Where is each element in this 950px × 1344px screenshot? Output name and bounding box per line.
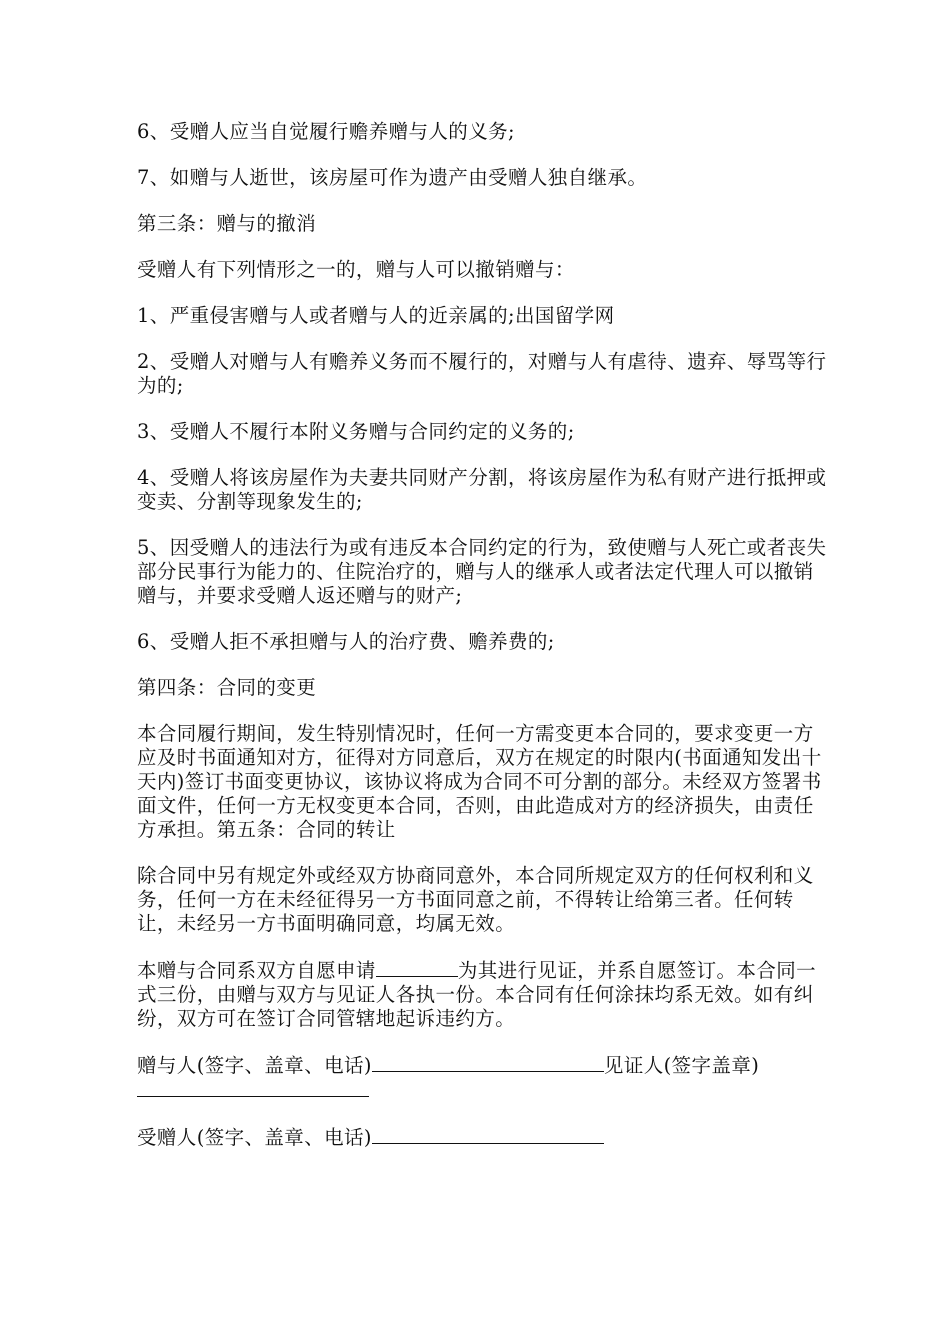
- donor-signature-blank: [372, 1053, 604, 1072]
- donee-signature-line: [137, 1125, 827, 1150]
- donor-signature-line: [137, 1053, 827, 1103]
- revocation-item-4: 4、受赠人将该房屋作为夫妻共同财产分割，将该房屋作为私有财产进行抵押或变卖、分割等现象发生的;: [137, 466, 827, 513]
- witness-name-blank: [376, 958, 458, 977]
- witness-signature-label: 见证人(签字盖章): [603, 1054, 760, 1077]
- revocation-item-3: 3、受赠人不履行本附义务赠与合同约定的义务的;: [137, 420, 575, 443]
- witness-clause: [137, 958, 827, 1031]
- witness-signature-blank: [137, 1078, 369, 1097]
- revocation-item-2: 2、受赠人对赠与人有赡养义务而不履行的，对赠与人有虐待、遗弃、辱骂等行为的;: [137, 350, 827, 397]
- witness-clause-before: 本赠与合同系双方自愿申请: [137, 959, 376, 982]
- revocation-item-1: 1、严重侵害赠与人或者赠与人的近亲属的;出国留学网: [137, 304, 615, 327]
- donee-signature-blank: [372, 1125, 604, 1144]
- article-4-body: 本合同履行期间，发生特别情况时，任何一方需变更本合同的，要求变更一方应及时书面通知对方，征得对方同意后，双方在规定的时限内(书面通知发出十天内)签订书面变更协议，该协议将成为合同不可分割的部分。未经双方签署书面文件，任何一方无权变更本合同，否则，由此造成对方的经济损失，由责任方承担。第五条：合同的转让: [137, 722, 822, 841]
- revocation-intro: 受赠人有下列情形之一的，赠与人可以撤销赠与：: [137, 258, 575, 281]
- clause-6-support-duty: 6、受赠人应当自觉履行赡养赠与人的义务;: [137, 120, 515, 143]
- revocation-item-5: 5、因受赠人的违法行为或有违反本合同约定的行为，致使赠与人死亡或者丧失部分民事行为能力的、住院治疗的，赠与人的继承人或者法定代理人可以撤销赠与，并要求受赠人返还赠与的财产;: [137, 536, 827, 607]
- document-body: [137, 120, 827, 1172]
- donor-signature-label: 赠与人(签字、盖章、电话): [137, 1054, 372, 1077]
- revocation-item-6: 6、受赠人拒不承担赠与人的治疗费、赡养费的;: [137, 630, 555, 653]
- clause-7-inheritance: 7、如赠与人逝世，该房屋可作为遗产由受赠人独自继承。: [137, 166, 648, 189]
- article-3-heading: 第三条：赠与的撤消: [137, 212, 317, 235]
- donee-signature-label: 受赠人(签字、盖章、电话): [137, 1126, 372, 1149]
- witness-clause-after: 为其进行见证，并系自愿签订。本合同一式三份，由赠与双方与见证人各执一份。本合同有任何涂抹均系无效。如有纠纷，双方可在签订合同管辖地起诉违约方。: [137, 959, 817, 1030]
- article-4-heading: 第四条：合同的变更: [137, 676, 317, 699]
- article-5-body: 除合同中另有规定外或经双方协商同意外，本合同所规定双方的任何权利和义务，任何一方在未经征得另一方书面同意之前，不得转让给第三者。任何转让，未经另一方书面明确同意，均属无效。: [137, 864, 814, 935]
